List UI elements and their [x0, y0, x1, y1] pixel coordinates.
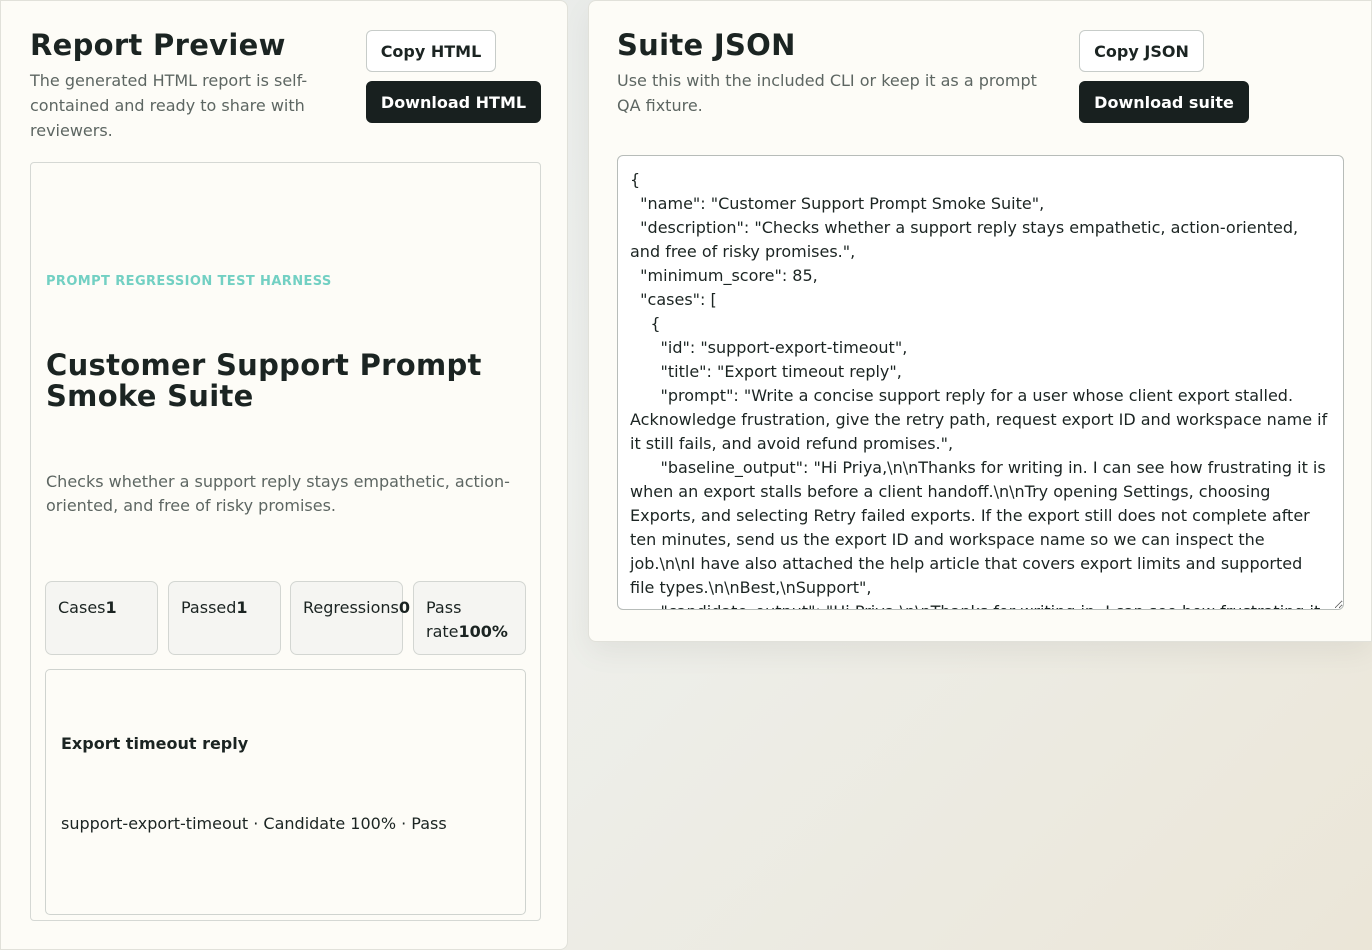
report-preview-subtitle: The generated HTML report is self-contained and ready to share with reviewers. [30, 71, 308, 140]
suite-json-subtitle: Use this with the included CLI or keep it as a prompt QA fixture. [617, 71, 1037, 115]
stat-card-pass-rate [413, 581, 526, 655]
case-card [45, 669, 526, 915]
stat-label: Pass rate [426, 598, 462, 641]
stat-value: 1 [105, 598, 117, 617]
stat-value: 100% [458, 622, 508, 641]
case-title: Export timeout reply [61, 734, 249, 753]
stat-label: Cases [58, 598, 106, 617]
suite-json-panel [588, 0, 1372, 642]
report-preview-panel [0, 0, 568, 950]
stat-card-regressions [290, 581, 410, 655]
report-title: Customer Support Prompt Smoke Suite [46, 348, 482, 413]
stat-value: 0 [398, 598, 410, 617]
stat-card-passed [168, 581, 281, 655]
download-suite-button[interactable]: Download suite [1079, 81, 1249, 123]
report-description: Checks whether a support reply stays empathetic, action-oriented, and free of risky promises. [46, 472, 510, 515]
stat-value: 1 [236, 598, 248, 617]
case-meta: support-export-timeout · Candidate 100% · Pass [61, 814, 447, 833]
report-eyebrow: PROMPT REGRESSION TEST HARNESS [46, 274, 332, 289]
copy-html-button[interactable]: Copy HTML [366, 30, 496, 72]
stat-label: Regressions [303, 598, 399, 617]
report-preview-frame[interactable] [30, 162, 541, 921]
stat-card-cases [45, 581, 158, 655]
copy-json-button[interactable]: Copy JSON [1079, 30, 1204, 72]
suite-json-title: Suite JSON [617, 28, 796, 62]
stat-label: Passed [181, 598, 237, 617]
download-html-button[interactable]: Download HTML [366, 81, 541, 123]
suite-json-textarea[interactable] [617, 155, 1344, 610]
report-preview-title: Report Preview [30, 28, 286, 62]
